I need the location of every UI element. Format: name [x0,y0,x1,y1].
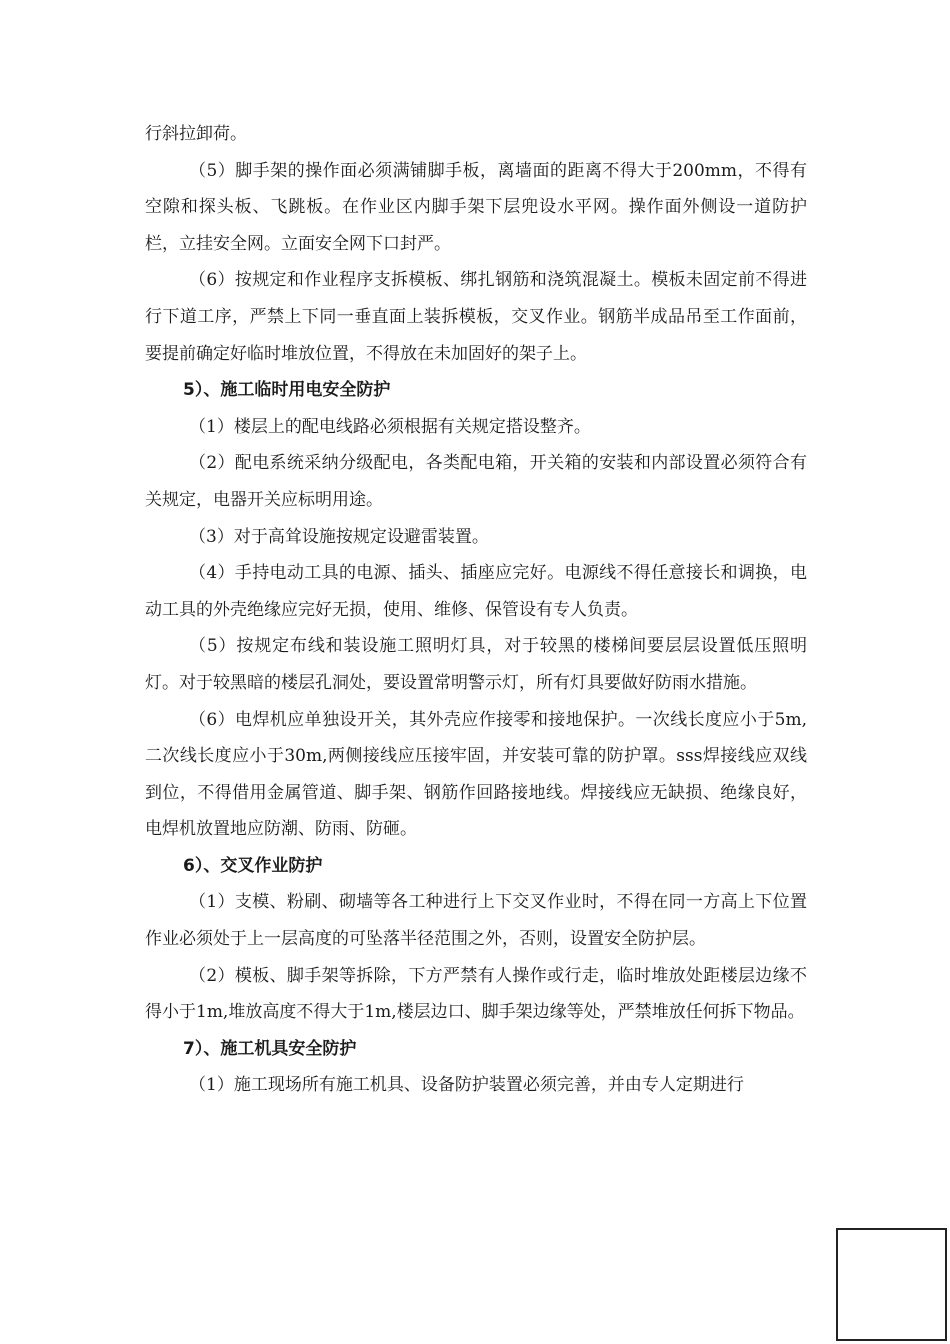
paragraph: （4）手持电动工具的电源、插头、插座应完好。电源线不得任意接长和调换，电动工具的外壳绝缘应完好无损，使用、维修、保管设有专人负责。 [145,563,807,620]
paragraph: （3）对于高耸设施按规定设避雷装置。 [189,526,489,547]
paragraph: （1）楼层上的配电线路必须根据有关规定搭设整齐。 [189,416,591,437]
document-body [145,116,807,1104]
paragraph: （1）施工现场所有施工机具、设备防护装置必须完善，并由专人定期进行 [189,1075,744,1096]
paragraph: （6）按规定和作业程序支拆模板、绑扎钢筋和浇筑混凝土。模板未固定前不得进行下道工序，严禁上下同一垂直面上装拆模板，交叉作业。钢筋半成品吊至工作面前，要提前确定好临时堆放位置，不得放在未加固好的架子上。 [145,270,807,364]
section-heading: 7）、施工机具安全防护 [183,1038,357,1059]
paragraph: （5）脚手架的操作面必须满铺脚手板，离墙面的距离不得大于200mm，不得有空隙和探头板、飞跳板。在作业区内脚手架下层兜设水平网。操作面外侧设一道防护栏，立挂安全网。立面安全网下口封严。 [145,160,807,254]
paragraph: （2）模板、脚手架等拆除，下方严禁有人操作或行走，临时堆放处距楼层边缘不得小于1m,堆放高度不得大于1m,楼层边口、脚手架边缘等处，严禁堆放任何拆下物品。 [145,965,807,1023]
paragraph: （6）电焊机应单独设开关，其外壳应作接零和接地保护。一次线长度应小于5m,二次线长度应小于30m,两侧接线应压接牢固，并安装可靠的防护罩。sss焊接线应双线到位，不得借用金属管道、脚手架、钢筋作回路接地线。焊接线应无缺损、绝缘良好，电焊机放置地应防潮、防雨、防砸。 [145,709,807,840]
paragraph: （5）按规定布线和装设施工照明灯具，对于较黑的楼梯间要层层设置低压照明灯。对于较黑暗的楼层孔洞处，要设置常明警示灯，所有灯具要做好防雨水措施。 [145,636,807,693]
corner-box [836,1228,947,1341]
section-heading: 6）、交叉作业防护 [183,855,323,876]
paragraph: （1）支模、粉刷、砌墙等各工种进行上下交叉作业时，不得在同一方高上下位置作业必须处于上一层高度的可坠落半径范围之外，否则，设置安全防护层。 [145,892,807,950]
section-heading: 5）、施工临时用电安全防护 [183,380,391,401]
paragraph: （2）配电系统采纳分级配电，各类配电箱，开关箱的安装和内部设置必须符合有关规定，电器开关应标明用途。 [145,453,807,510]
paragraph: 行斜拉卸荷。 [145,124,247,144]
